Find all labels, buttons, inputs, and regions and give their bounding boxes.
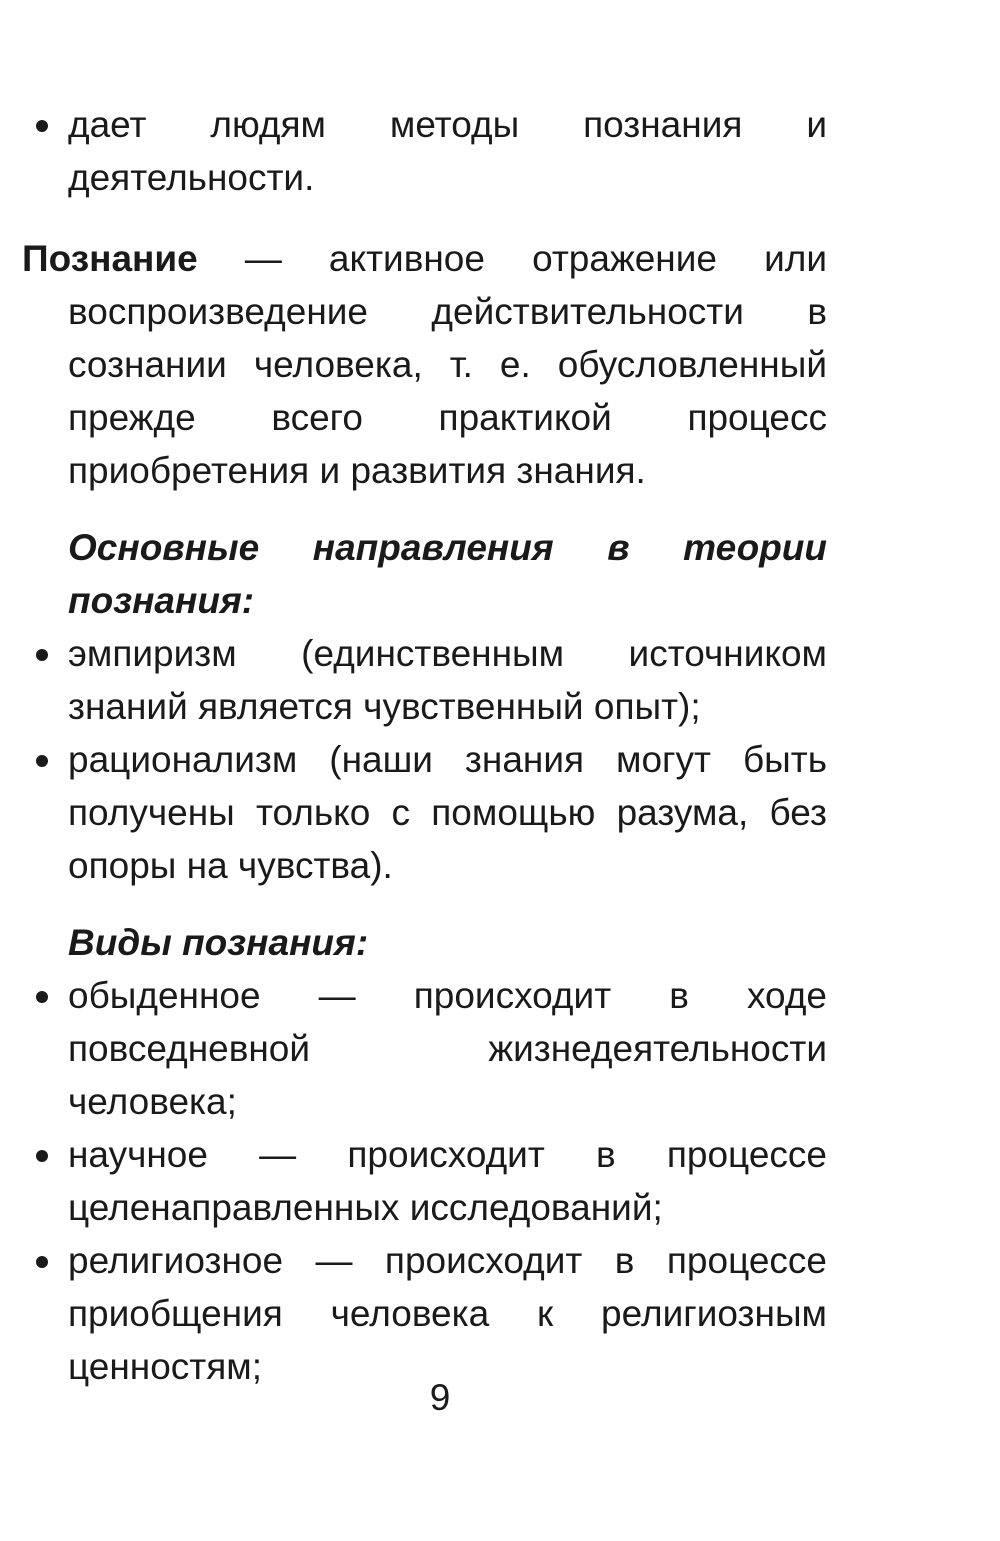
list-item: рационализм (наши знания могут быть получены только с помощью разума, без опоры на чувства). [22,733,827,892]
list-item: обыденное — происходит в ходе повседневной жизнедеятельности человека; [22,969,827,1128]
types-list [22,969,827,1393]
list-item: эмпиризм (единственным источником знаний является чувственный опыт); [22,627,827,733]
page-number: 9 [429,1377,451,1418]
definition-paragraph [22,232,827,497]
page-text [22,98,827,1393]
intro-bullet-list [22,98,827,204]
types-heading: Виды познания: [68,922,369,963]
definition-term: Познание [22,238,198,279]
list-item: дает людям методы познания и деятельности. [22,98,827,204]
list-item: научное — происходит в процессе целенаправленных исследований; [22,1128,827,1234]
definition-text: — активное отражение или воспроизведение действительности в сознании человека, т. е. обусловленный прежде всего практикой процесс приобретения и развития знания. [68,238,827,491]
list-item: религиозное — происходит в процессе приобщения человека к религиозным ценностям; [22,1234,827,1393]
directions-heading: Основные направления в теории познания: [68,527,827,621]
directions-list [22,627,827,892]
